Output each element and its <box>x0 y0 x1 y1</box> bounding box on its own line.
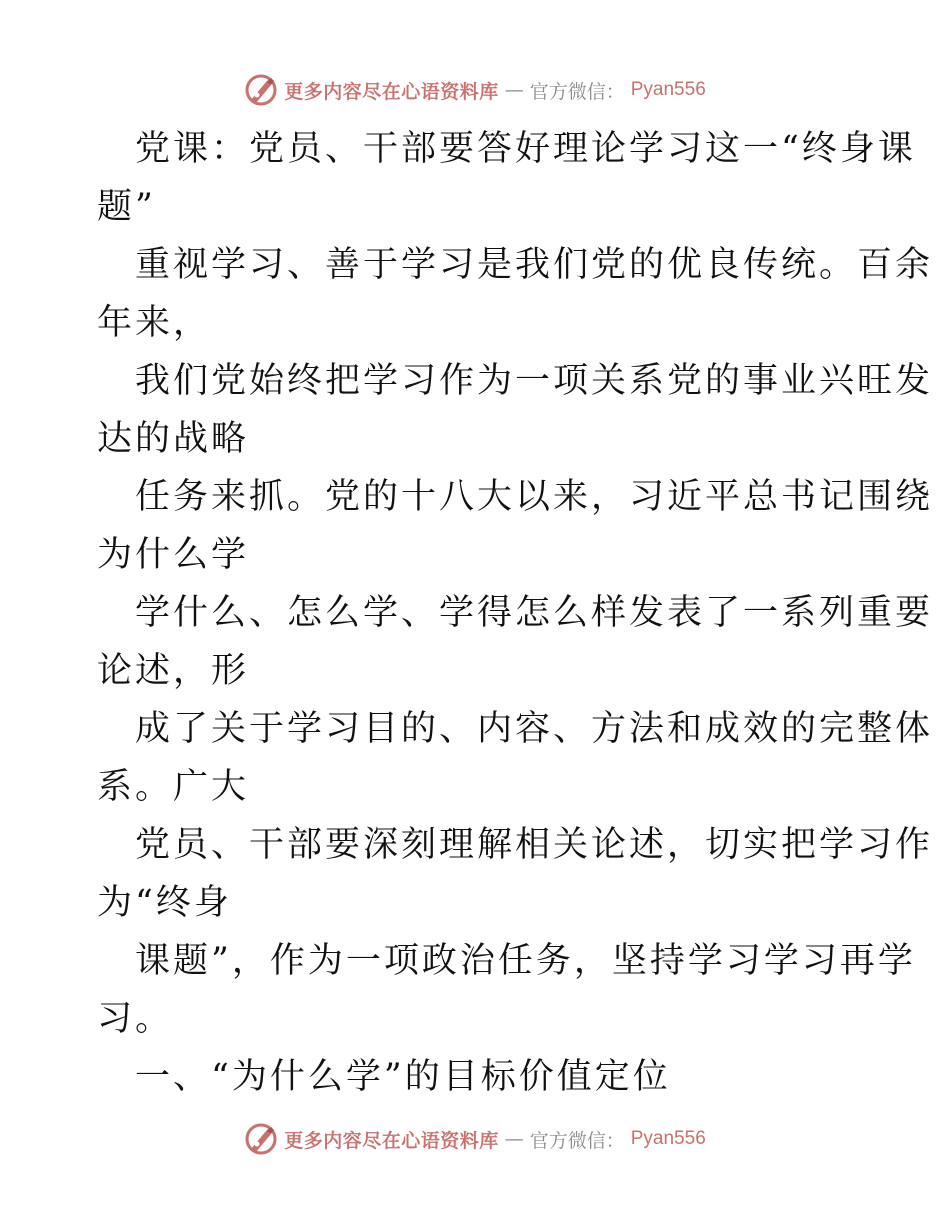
paragraph-line: 学什么、怎么学、学得怎么样发表了一系列重要 <box>135 593 934 633</box>
paragraph-line: 系。广大 <box>97 767 250 807</box>
header-banner-dash: — <box>504 79 524 101</box>
paragraph-line: 为什么学 <box>97 535 250 575</box>
paragraph-line: 党员、干部要深刻理解相关论述，切实把学习作 <box>135 825 934 865</box>
header-banner <box>0 70 950 110</box>
footer-banner-dash: — <box>504 1128 524 1150</box>
header-banner-text: 更多内容尽在心语资料库 <box>284 80 499 103</box>
title-line-2: 题” <box>97 187 156 227</box>
footer-banner <box>0 1119 950 1159</box>
paragraph-line: 为“终身 <box>97 883 232 923</box>
paragraph-line: 达的战略 <box>97 419 250 459</box>
title-line-1: 党课：党员、干部要答好理论学习这一“终身课 <box>135 129 916 169</box>
header-banner-label: 官方微信： <box>529 80 625 103</box>
paragraph-line: 习。 <box>97 999 174 1039</box>
paragraph-line: 重视学习、善于学习是我们党的优良传统。百余 <box>135 245 934 285</box>
paragraph-line: 我们党始终把学习作为一项关系党的事业兴旺发 <box>135 361 934 401</box>
header-banner-wechat-id: Pyan556 <box>630 79 706 100</box>
paragraph-line: 论述，形 <box>97 651 250 691</box>
document-body <box>97 120 934 1106</box>
paragraph-line: 年来， <box>97 303 212 343</box>
section-heading: 一、“为什么学”的目标价值定位 <box>135 1057 671 1097</box>
pen-logo-icon <box>244 73 278 107</box>
footer-banner-wechat-id: Pyan556 <box>630 1128 706 1149</box>
footer-banner-text: 更多内容尽在心语资料库 <box>284 1129 499 1152</box>
pen-logo-icon <box>244 1122 278 1156</box>
paragraph-line: 成了关于学习目的、内容、方法和成效的完整体 <box>135 709 934 749</box>
paragraph-line: 任务来抓。党的十八大以来，习近平总书记围绕 <box>135 477 934 517</box>
footer-banner-label: 官方微信： <box>529 1129 625 1152</box>
paragraph-line: 课题”，作为一项政治任务，坚持学习学习再学 <box>135 941 916 981</box>
